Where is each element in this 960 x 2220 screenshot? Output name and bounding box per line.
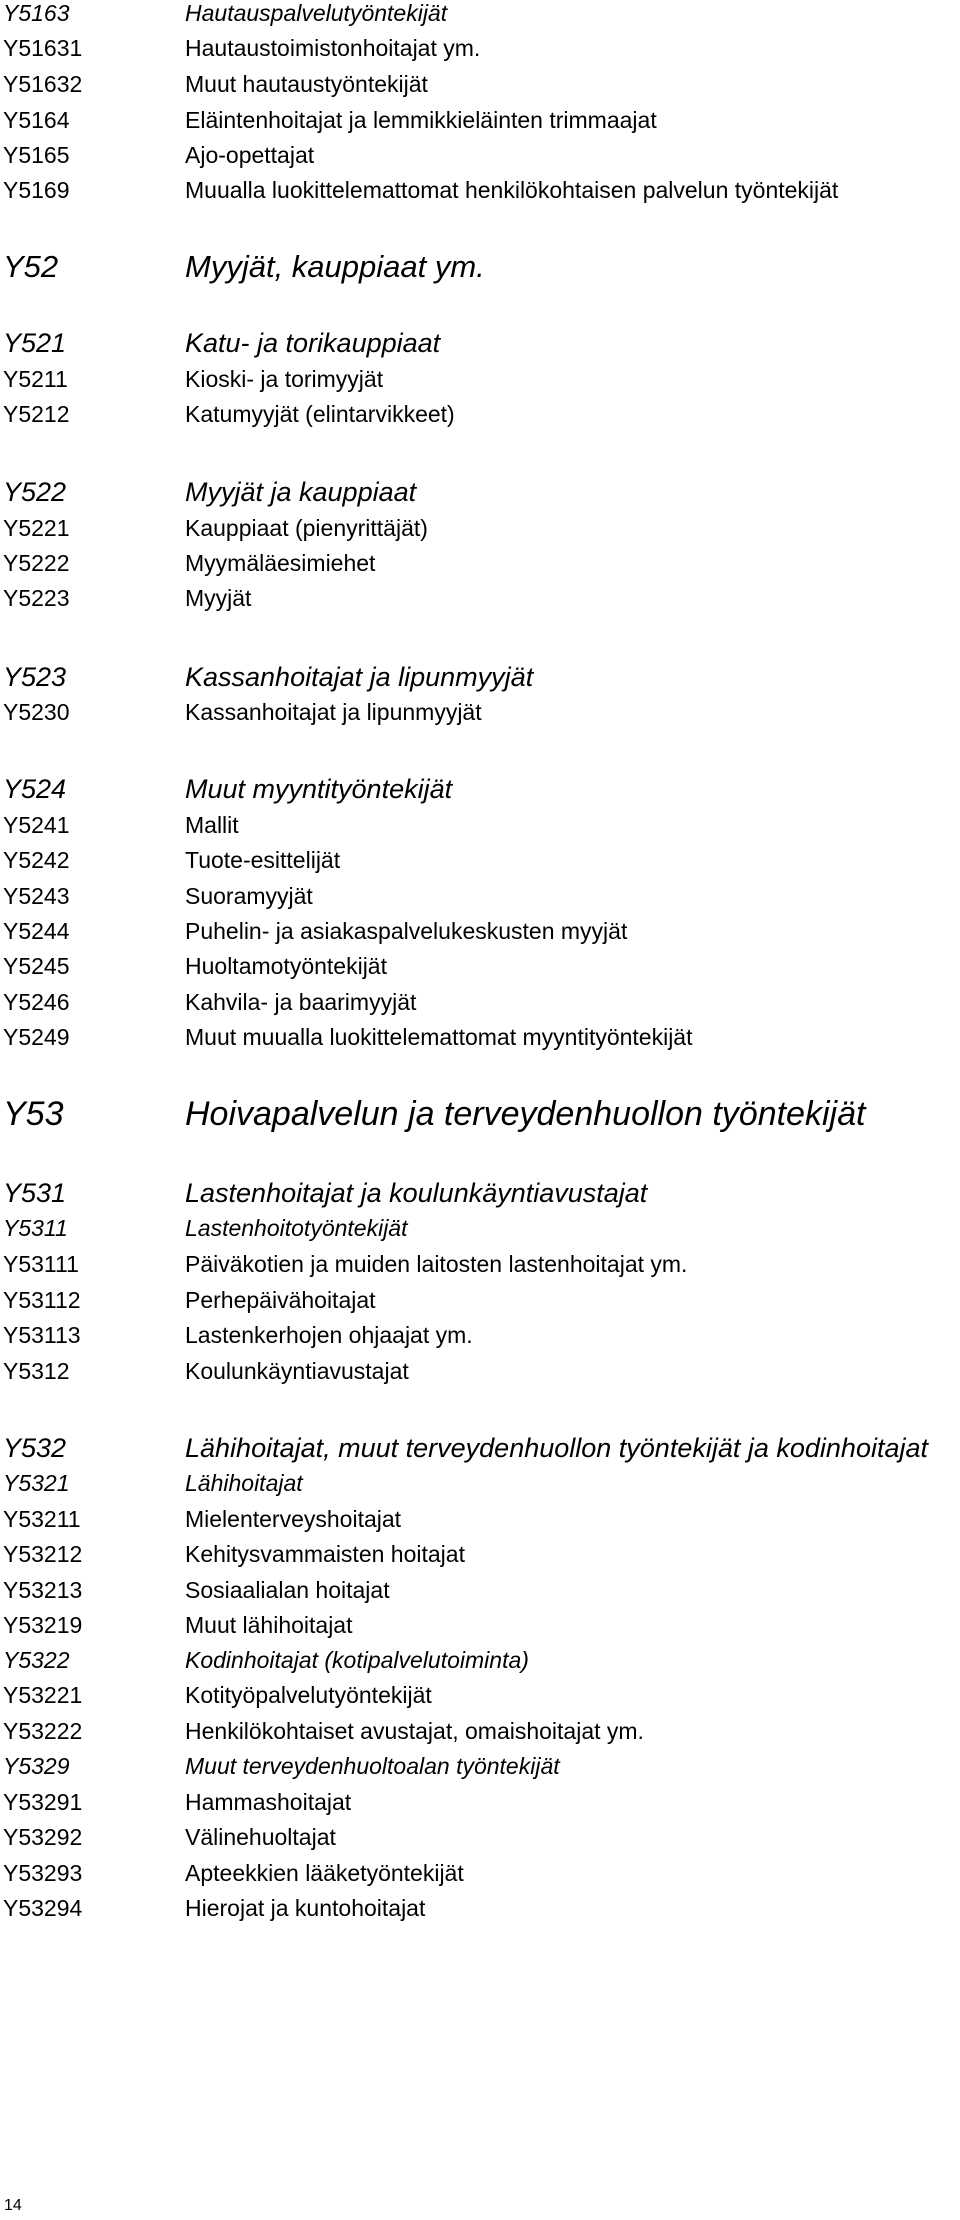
classification-row (0, 1647, 960, 1673)
row-label: Hammashoitajat (185, 1789, 352, 1815)
classification-row (0, 1718, 960, 1744)
row-code: Y5222 (3, 550, 70, 576)
classification-row (0, 550, 960, 576)
row-label: Kassanhoitajat ja lipunmyyjät (185, 699, 482, 725)
row-label: Hoivapalvelun ja terveydenhuollon työntekijät (185, 1095, 866, 1133)
row-code: Y53 (3, 1095, 64, 1133)
classification-row (0, 1753, 960, 1779)
classification-row (0, 1433, 960, 1463)
row-code: Y521 (3, 328, 67, 358)
row-label: Koulunkäyntiavustajat (185, 1358, 409, 1384)
row-label: Muut muualla luokittelemattomat myyntityöntekijät (185, 1024, 693, 1050)
row-label: Mielenterveyshoitajat (185, 1506, 402, 1532)
row-label: Välinehuoltajat (185, 1824, 336, 1850)
row-code: Y5241 (3, 812, 70, 838)
classification-row (0, 585, 960, 611)
classification-row (0, 1824, 960, 1850)
row-label: Apteekkien lääketyöntekijät (185, 1860, 464, 1886)
classification-row (0, 0, 960, 26)
row-label: Lähihoitajat, muut terveydenhuollon työntekijät ja kodinhoitajat (185, 1433, 928, 1463)
classification-row (0, 883, 960, 909)
row-code: Y5321 (3, 1470, 70, 1496)
row-code: Y5246 (3, 989, 70, 1015)
classification-row (0, 401, 960, 427)
row-code: Y5163 (3, 0, 70, 26)
row-code: Y523 (3, 662, 67, 692)
row-label: Myymäläesimiehet (185, 550, 376, 576)
row-code: Y53212 (3, 1541, 83, 1567)
classification-row (0, 1024, 960, 1050)
row-label: Muut lähihoitajat (185, 1612, 353, 1638)
row-code: Y53112 (3, 1287, 81, 1313)
row-label: Lastenhoitajat ja koulunkäyntiavustajat (185, 1178, 648, 1208)
row-label: Muut myyntityöntekijät (185, 774, 453, 804)
row-code: Y51631 (3, 35, 83, 61)
row-label: Muut hautaustyöntekijät (185, 71, 428, 97)
row-label: Kodinhoitajat (kotipalvelutoiminta) (185, 1647, 529, 1673)
row-label: Eläintenhoitajat ja lemmikkieläinten trimmaajat (185, 107, 657, 133)
row-code: Y5164 (3, 107, 70, 133)
row-code: Y524 (3, 774, 67, 804)
classification-row (0, 328, 960, 358)
classification-row (0, 918, 960, 944)
classification-row (0, 1251, 960, 1277)
row-label: Hierojat ja kuntohoitajat (185, 1895, 426, 1921)
row-label: Henkilökohtaiset avustajat, omaishoitajat ym. (185, 1718, 644, 1744)
row-code: Y52 (3, 249, 59, 284)
classification-row (0, 1358, 960, 1384)
row-label: Puhelin- ja asiakaspalvelukeskusten myyjät (185, 918, 628, 944)
row-label: Lastenkerhojen ohjaajat ym. (185, 1322, 473, 1348)
classification-row (0, 1577, 960, 1603)
row-code: Y5249 (3, 1024, 70, 1050)
row-label: Ajo-opettajat (185, 142, 315, 168)
classification-row (0, 1789, 960, 1815)
classification-row (0, 250, 960, 284)
row-code: Y5329 (3, 1753, 70, 1779)
classification-row (0, 515, 960, 541)
row-code: Y51632 (3, 71, 83, 97)
classification-row (0, 847, 960, 873)
row-label: Kotityöpalvelutyöntekijät (185, 1682, 432, 1708)
classification-row (0, 774, 960, 804)
row-label: Sosiaalialan hoitajat (185, 1577, 390, 1603)
row-label: Perhepäivähoitajat (185, 1287, 376, 1313)
classification-row (0, 477, 960, 507)
row-code: Y53113 (3, 1322, 81, 1348)
row-label: Katu- ja torikauppiaat (185, 328, 441, 358)
classification-row (0, 1612, 960, 1638)
row-label: Kioski- ja torimyyjät (185, 366, 384, 392)
row-label: Myyjät (185, 585, 252, 611)
row-code: Y53219 (3, 1612, 83, 1638)
row-code: Y53221 (3, 1682, 83, 1708)
row-label: Kehitysvammaisten hoitajat (185, 1541, 465, 1567)
row-label: Kauppiaat (pienyrittäjät) (185, 515, 428, 541)
row-label: Päiväkotien ja muiden laitosten lastenhoitajat ym. (185, 1251, 688, 1277)
row-code: Y53294 (3, 1895, 83, 1921)
classification-row (0, 1095, 960, 1133)
row-code: Y5165 (3, 142, 70, 168)
classification-row (0, 662, 960, 692)
classification-row (0, 812, 960, 838)
row-label: Lähihoitajat (185, 1470, 303, 1496)
classification-row (0, 1470, 960, 1496)
row-code: Y531 (3, 1178, 67, 1208)
row-code: Y532 (3, 1433, 67, 1463)
row-code: Y5211 (3, 366, 68, 392)
classification-row (0, 1860, 960, 1886)
classification-row (0, 1895, 960, 1921)
classification-row (0, 1178, 960, 1208)
row-label: Mallit (185, 812, 239, 838)
row-code: Y53292 (3, 1824, 83, 1850)
row-code: Y5243 (3, 883, 70, 909)
row-label: Lastenhoitotyöntekijät (185, 1215, 408, 1241)
row-label: Katumyyjät (elintarvikkeet) (185, 401, 455, 427)
row-code: Y5312 (3, 1358, 70, 1384)
row-code: Y5223 (3, 585, 70, 611)
classification-row (0, 177, 960, 203)
row-label: Hautauspalvelutyöntekijät (185, 0, 448, 26)
classification-row (0, 71, 960, 97)
row-code: Y5230 (3, 699, 70, 725)
classification-row (0, 1682, 960, 1708)
page-number: 14 (4, 2197, 22, 2214)
row-code: Y5322 (3, 1647, 70, 1673)
classification-row (0, 35, 960, 61)
row-code: Y53213 (3, 1577, 83, 1603)
row-code: Y5245 (3, 953, 70, 979)
row-code: Y5311 (3, 1215, 68, 1241)
row-label: Kassanhoitajat ja lipunmyyjät (185, 662, 534, 692)
row-code: Y53211 (3, 1506, 81, 1532)
row-code: Y53293 (3, 1860, 83, 1886)
row-code: Y5212 (3, 401, 70, 427)
row-label: Myyjät ja kauppiaat (185, 477, 417, 507)
classification-row (0, 1322, 960, 1348)
row-code: Y53291 (3, 1789, 83, 1815)
row-label: Hautaustoimistonhoitajat ym. (185, 35, 481, 61)
classification-row (0, 989, 960, 1015)
classification-row (0, 1287, 960, 1313)
row-code: Y53111 (3, 1251, 79, 1277)
classification-row (0, 107, 960, 133)
row-code: Y53222 (3, 1718, 83, 1744)
row-label: Muut terveydenhuoltoalan työntekijät (185, 1753, 560, 1779)
classification-row (0, 366, 960, 392)
classification-row (0, 1506, 960, 1532)
row-label: Kahvila- ja baarimyyjät (185, 989, 417, 1015)
row-label: Myyjät, kauppiaat ym. (185, 249, 485, 284)
row-label: Suoramyyjät (185, 883, 313, 909)
classification-row (0, 1215, 960, 1241)
row-code: Y5221 (3, 515, 70, 541)
row-label: Tuote-esittelijät (185, 847, 341, 873)
classification-row (0, 142, 960, 168)
row-code: Y522 (3, 477, 67, 507)
row-label: Huoltamotyöntekijät (185, 953, 387, 979)
row-code: Y5169 (3, 177, 70, 203)
classification-row (0, 699, 960, 725)
row-code: Y5244 (3, 918, 70, 944)
classification-row (0, 953, 960, 979)
row-label: Muualla luokittelemattomat henkilökohtaisen palvelun työntekijät (185, 177, 839, 203)
classification-row (0, 1541, 960, 1567)
row-code: Y5242 (3, 847, 70, 873)
